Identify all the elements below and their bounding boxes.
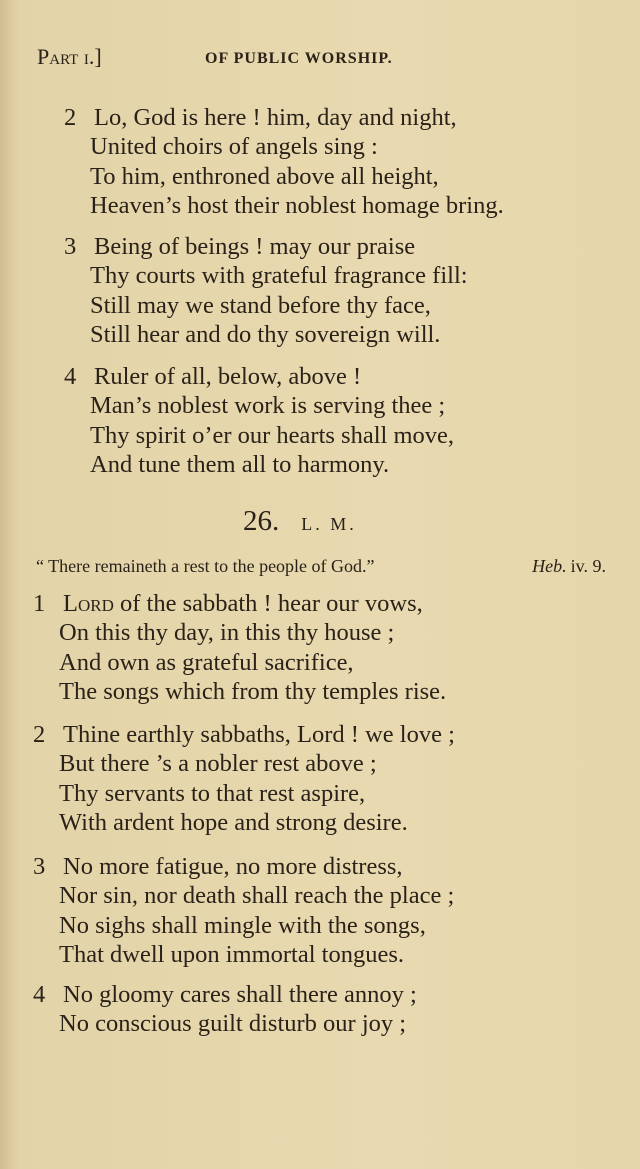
stanza xyxy=(64,362,454,479)
verse-line: Being of beings ! may our praise xyxy=(94,233,416,260)
verse-line: United choirs of angels sing : xyxy=(90,133,378,161)
verse-line: No conscious guilt disturb our joy ; xyxy=(59,1010,407,1038)
verse-line: That dwell upon immortal tongues. xyxy=(59,940,404,968)
verse-line: Thy spirit o’er our hearts shall move, xyxy=(90,421,455,449)
stanza xyxy=(33,852,454,969)
verse-line: With ardent hope and strong desire. xyxy=(59,808,408,836)
hymn-heading xyxy=(243,505,357,538)
stanza-number: 3 xyxy=(64,233,77,260)
ref-verse: iv. 9. xyxy=(570,556,606,576)
stanza-number: 2 xyxy=(64,104,77,131)
stanza xyxy=(33,980,417,1039)
scripture-reference xyxy=(532,556,606,577)
stanza xyxy=(33,720,455,837)
verse-line: Still hear and do thy sovereign will. xyxy=(90,320,441,348)
verse-line: Thine earthly sabbaths, Lord ! we love ; xyxy=(63,721,455,748)
verse-line: No more fatigue, no more distress, xyxy=(63,853,403,880)
part-label: Part i.] xyxy=(37,44,102,69)
verse-line: Ruler of all, below, above ! xyxy=(94,363,362,390)
verse-line: Nor sin, nor death shall reach the place ; xyxy=(59,882,455,910)
stanza-number: 4 xyxy=(33,981,46,1008)
verse-line: Thy courts with grateful fragrance fill: xyxy=(90,262,468,290)
stanza xyxy=(64,232,468,349)
stanza xyxy=(64,103,504,220)
verse-line: Still may we stand before thy face, xyxy=(90,291,431,319)
stanza-number: 4 xyxy=(64,363,77,390)
stanza-number: 3 xyxy=(33,853,46,880)
stanza-number: 1 xyxy=(33,590,46,617)
stanza xyxy=(33,589,446,706)
verse-line: Lo, God is here ! him, day and night, xyxy=(94,104,457,131)
verse-line: Man’s noblest work is serving thee ; xyxy=(90,392,446,420)
verse-line: And tune them all to harmony. xyxy=(90,450,390,478)
verse-line: On this thy day, in this thy house ; xyxy=(59,619,395,647)
verse-line: And own as grateful sacrifice, xyxy=(59,648,354,676)
hymn-number: 26. xyxy=(243,505,280,537)
epigraph-text: “ There remaineth a rest to the people of God.” xyxy=(36,556,375,576)
epigraph xyxy=(36,556,606,577)
page-title: OF PUBLIC WORSHIP. xyxy=(205,50,393,67)
verse-line: Thy servants to that rest aspire, xyxy=(59,779,366,807)
verse-line xyxy=(33,589,446,618)
verse-line: No sighs shall mingle with the songs, xyxy=(59,911,426,939)
verse-line: But there ’s a nobler rest above ; xyxy=(59,750,377,778)
stanza-number: 2 xyxy=(33,721,46,748)
verse-line: To him, enthroned above all height, xyxy=(90,162,439,190)
running-header xyxy=(37,44,393,70)
verse-line: Heaven’s host their noblest homage bring. xyxy=(90,191,504,219)
first-word: Lord xyxy=(63,590,114,617)
verse-line: The songs which from thy temples rise. xyxy=(59,677,447,705)
hymn-meter: L. M. xyxy=(301,514,357,534)
verse-line-text: of the sabbath ! hear our vows, xyxy=(113,590,423,617)
ref-book: Heb. xyxy=(532,556,567,576)
verse-line: No gloomy cares shall there annoy ; xyxy=(63,981,417,1008)
